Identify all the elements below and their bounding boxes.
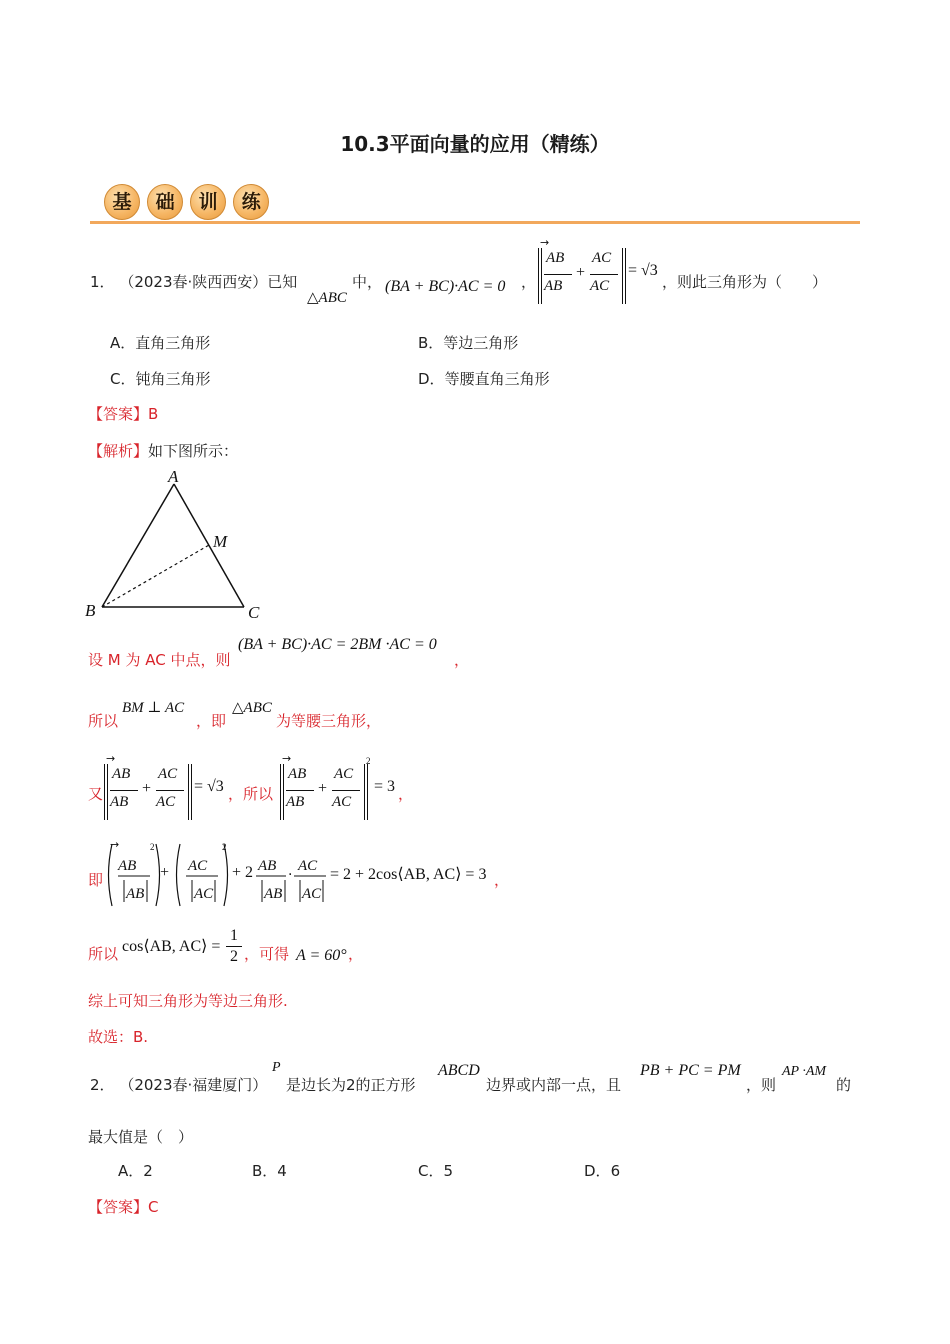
step3-a: 又	[88, 785, 104, 803]
label-m: M	[213, 532, 228, 551]
side-ab	[102, 484, 174, 607]
step1-math: (BA + BC)·AC = 2BM ·AC = 0	[238, 636, 437, 653]
q2-option-d[interactable]: D．6	[584, 1162, 621, 1180]
svg-text:AC: AC	[302, 886, 322, 902]
step3-eq2: = 3	[374, 778, 396, 795]
svg-text:AC: AC	[188, 858, 208, 874]
step4-two: + 2	[232, 864, 254, 881]
answer-label: 【答案】	[88, 1198, 149, 1216]
section-rule	[90, 221, 860, 224]
step4-square2: 2	[222, 842, 227, 852]
q1-condition2: → AB AB + AC AC	[538, 244, 630, 306]
step4-end: ，	[494, 871, 510, 889]
q2-square-abcd: ABCD	[438, 1062, 480, 1079]
step3-expr1: → AB AB + AC AC	[104, 760, 196, 822]
q2-line2: 最大值是（ ）	[88, 1128, 194, 1146]
analysis-label: 【解析】	[88, 442, 149, 460]
q2-answer	[88, 1196, 159, 1217]
step3-b: ，所以	[228, 785, 274, 803]
side-ac	[174, 484, 244, 607]
q1-prefix: （2023春·陕西西安）已知	[119, 273, 298, 291]
frac-num: AC	[592, 250, 612, 266]
q2-text1: 是边长为2的正方形	[286, 1076, 416, 1094]
q1-number: 1．	[90, 273, 115, 291]
step6: 综上可知三角形为等边三角形.	[88, 992, 288, 1010]
svg-text:AB: AB	[258, 858, 277, 874]
frac-den: AC	[590, 278, 610, 294]
svg-text:·: ·	[288, 867, 293, 883]
q2-text4: 的	[836, 1076, 852, 1094]
svg-text:AC: AC	[298, 858, 318, 874]
label-b: B	[85, 601, 96, 620]
step2-math2: △ABC	[232, 700, 272, 716]
step3-end: ，	[398, 785, 414, 803]
q1-triangle: △ABC	[307, 290, 347, 306]
svg-text:AB: AB	[118, 858, 137, 874]
q2-expression: AP ·AM	[782, 1064, 827, 1079]
q2-option-a[interactable]: A．2	[118, 1162, 153, 1180]
svg-text:AC: AC	[194, 886, 214, 902]
q2-number: 2．	[90, 1076, 115, 1094]
analysis-intro: 如下图所示：	[148, 442, 239, 460]
answer-value: C	[148, 1198, 159, 1216]
q1-suffix: ，则此三角形为（ ）	[662, 273, 828, 291]
q1-option-c[interactable]: C．钝角三角形	[110, 370, 211, 388]
frac-den: AB	[544, 278, 563, 294]
banner-char: 础	[147, 184, 183, 220]
q2-option-c[interactable]: C．5	[418, 1162, 454, 1180]
label-c: C	[248, 603, 260, 622]
step3-square: 2	[366, 756, 371, 766]
label-a: A	[168, 467, 179, 486]
q1-condition1: (BA + BC)·AC = 0	[385, 278, 506, 295]
step5-b: ，可得	[244, 945, 290, 963]
step2-b: ，即	[196, 712, 227, 730]
step4-square1: 2	[150, 842, 155, 852]
step2-c: 为等腰三角形，	[276, 712, 382, 730]
step5-a: 所以	[88, 945, 119, 963]
triangle-figure	[82, 464, 272, 626]
q1-option-b[interactable]: B．等边三角形	[418, 334, 519, 352]
svg-text:AB: AB	[264, 886, 283, 902]
banner-char: 练	[233, 184, 269, 220]
step3-expr2: → AB AB + AC AC	[280, 760, 372, 822]
step5-fraction: 1 2	[226, 926, 242, 967]
step5-math: A = 60°	[296, 947, 347, 964]
step2-a: 所以	[88, 712, 119, 730]
q1-analysis-heading	[88, 440, 238, 461]
svg-text:AB: AB	[126, 886, 145, 902]
q1-option-d[interactable]: D．等腰直角三角形	[418, 370, 550, 388]
step4-a: 即	[88, 871, 104, 889]
q1-option-a[interactable]: A．直角三角形	[110, 334, 211, 352]
step4-term3	[254, 846, 330, 906]
step5-cos: cos⟨AB, AC⟩ =	[122, 938, 221, 955]
q2-condition: PB + PC = PM	[640, 1062, 741, 1079]
median-bm	[102, 545, 209, 607]
q1-stem	[90, 271, 297, 292]
plus-sign: +	[576, 264, 586, 281]
banner-char: 基	[104, 184, 140, 220]
q2-stem-start	[90, 1074, 267, 1095]
step1-text: 设 M 为 AC 中点，则	[88, 651, 231, 669]
banner-char: 训	[190, 184, 226, 220]
step3-eq1: = √3	[194, 778, 224, 795]
answer-label: 【答案】	[88, 405, 149, 423]
step7: 故选：B.	[88, 1028, 149, 1046]
step1-end: ，	[454, 651, 470, 669]
q2-text3: ，则	[746, 1076, 777, 1094]
q1-condition2-rhs: = √3	[628, 262, 658, 279]
q2-option-b[interactable]: B．4	[252, 1162, 287, 1180]
q1-answer	[88, 403, 158, 424]
q1-comma: ，	[521, 273, 537, 291]
step4-term1	[104, 840, 164, 910]
q2-prefix: （2023春·福建厦门）	[119, 1076, 268, 1094]
step4-plus: +	[160, 864, 170, 881]
q2-text2: 边界或内部一点，且	[486, 1076, 622, 1094]
step2-math1: BM ⊥ AC	[122, 700, 185, 716]
page-title: 10.3平面向量的应用（精练）	[340, 132, 610, 156]
svg-text:→: →	[110, 840, 120, 851]
section-banner	[104, 184, 271, 220]
frac-num: AB	[546, 250, 565, 266]
step5-end: ，	[348, 945, 364, 963]
q1-mid: 中，	[352, 273, 383, 291]
answer-value: B	[148, 405, 159, 423]
q2-point-p: P	[272, 1060, 281, 1075]
step4-eq: = 2 + 2cos⟨AB, AC⟩ = 3	[330, 866, 487, 883]
